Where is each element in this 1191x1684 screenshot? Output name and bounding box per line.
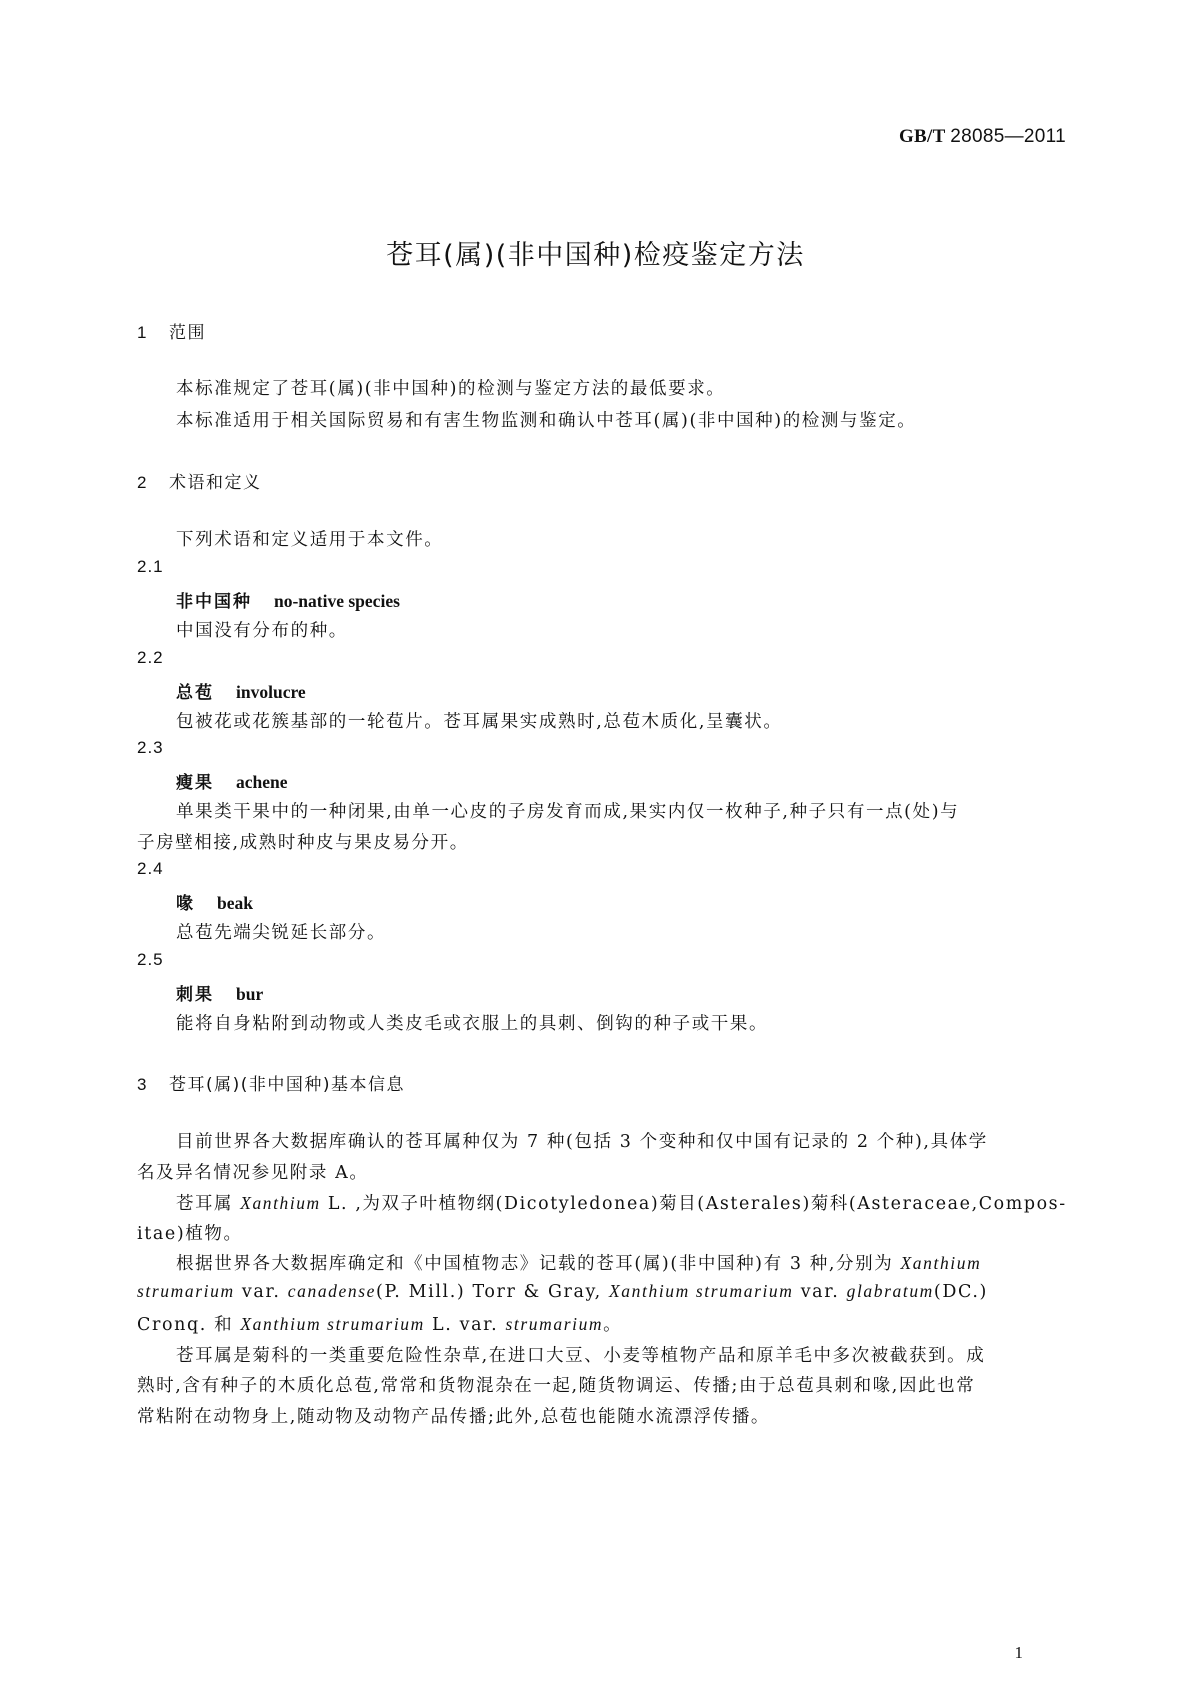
term-definition: 单果类干果中的一种闭果,由单一心皮的子房发育而成,果实内仅一枚种子,种子只有一点(处)与 bbox=[176, 802, 960, 822]
section-title: 术语和定义 bbox=[169, 473, 262, 493]
paragraph: 本标准适用于相关国际贸易和有害生物监测和确认中苍耳(属)(非中国种)的检测与鉴定。 bbox=[176, 411, 917, 431]
term-en: no-native species bbox=[274, 591, 400, 611]
standard-prefix: GB/T bbox=[898, 126, 946, 147]
clause-number: 2.3 bbox=[137, 738, 164, 757]
clause-number: 2.2 bbox=[137, 648, 164, 667]
section-title: 范围 bbox=[169, 323, 206, 343]
text: L. var. bbox=[424, 1315, 506, 1335]
species-name: Xanthium strumarium bbox=[609, 1281, 794, 1301]
paragraph bbox=[137, 1311, 622, 1336]
term-zh: 非中国种 bbox=[176, 592, 252, 612]
paragraph: 下列术语和定义适用于本文件。 bbox=[176, 530, 444, 550]
species-name: Xanthium strumarium bbox=[240, 1314, 425, 1334]
section-1-heading bbox=[137, 318, 206, 343]
paragraph bbox=[176, 1250, 981, 1275]
text: var. bbox=[793, 1282, 847, 1302]
term-definition: 包被花或花簇基部的一轮苞片。苍耳属果实成熟时,总苞木质化,呈囊状。 bbox=[176, 712, 783, 732]
page-number: 1 bbox=[1014, 1643, 1023, 1662]
term-entry bbox=[176, 980, 263, 1005]
paragraph: 名及异名情况参见附录 A。 bbox=[137, 1163, 369, 1183]
variety-name: glabratum bbox=[846, 1281, 934, 1301]
standard-code bbox=[899, 126, 1066, 148]
section-3-heading bbox=[137, 1070, 405, 1095]
paragraph: 本标准规定了苍耳(属)(非中国种)的检测与鉴定方法的最低要求。 bbox=[176, 379, 726, 399]
term-zh: 瘦果 bbox=[176, 773, 214, 793]
term-en: bur bbox=[236, 984, 264, 1004]
standard-number: 28085—2011 bbox=[950, 126, 1066, 147]
term-en: involucre bbox=[236, 682, 306, 702]
section-title: 苍耳(属)(非中国种)基本信息 bbox=[169, 1075, 406, 1095]
genus-name: Xanthium bbox=[900, 1253, 982, 1273]
genus-name: Xanthium bbox=[240, 1193, 321, 1213]
paragraph: itae)植物。 bbox=[137, 1224, 243, 1244]
term-entry bbox=[176, 768, 288, 793]
term-en: achene bbox=[236, 772, 288, 792]
paragraph: 常粘附在动物身上,随动物及动物产品传播;此外,总苞也能随水流漂浮传播。 bbox=[137, 1407, 771, 1427]
text: 苍耳属 bbox=[176, 1194, 241, 1214]
text: (P. Mill.) Torr & Gray, bbox=[376, 1282, 610, 1302]
term-entry bbox=[176, 587, 400, 612]
section-number: 1 bbox=[137, 323, 148, 342]
text: 。 bbox=[603, 1315, 623, 1335]
species-name: strumarium bbox=[137, 1281, 235, 1301]
text: Cronq. 和 bbox=[137, 1315, 241, 1335]
document-title: 苍耳(属)(非中国种)检疫鉴定方法 bbox=[386, 240, 805, 271]
term-definition: 总苞先端尖锐延长部分。 bbox=[176, 923, 387, 943]
paragraph bbox=[176, 1190, 1067, 1215]
paragraph: 熟时,含有种子的木质化总苞,常常和货物混杂在一起,随货物调运、传播;由于总苞具刺和喙,因此也常 bbox=[137, 1376, 976, 1396]
term-entry bbox=[176, 889, 253, 914]
clause-number: 2.1 bbox=[137, 557, 164, 576]
term-en: beak bbox=[217, 893, 253, 913]
term-entry bbox=[176, 678, 306, 703]
variety-name: canadense bbox=[287, 1281, 377, 1301]
paragraph: 苍耳属是菊科的一类重要危险性杂草,在进口大豆、小麦等植物产品和原羊毛中多次被截获到。成 bbox=[176, 1346, 986, 1366]
section-number: 3 bbox=[137, 1075, 148, 1094]
term-definition: 中国没有分布的种。 bbox=[176, 621, 348, 641]
clause-number: 2.5 bbox=[137, 950, 164, 969]
paragraph bbox=[137, 1281, 988, 1302]
text: (DC.) bbox=[933, 1282, 988, 1302]
paragraph: 目前世界各大数据库确认的苍耳属种仅为 7 种(包括 3 个变种和仅中国有记录的 2 个种),具体学 bbox=[176, 1132, 988, 1152]
term-zh: 喙 bbox=[176, 894, 195, 914]
section-2-heading bbox=[137, 468, 262, 493]
text: L. ,为双子叶植物纲(Dicotyledonea)菊目(Asterales)菊科(Asteraceae,Compos- bbox=[320, 1194, 1067, 1214]
clause-number: 2.4 bbox=[137, 859, 164, 878]
term-definition: 子房壁相接,成熟时种皮与果皮易分开。 bbox=[137, 833, 469, 853]
text: 根据世界各大数据库确定和《中国植物志》记载的苍耳(属)(非中国种)有 3 种,分别为 bbox=[176, 1254, 901, 1274]
section-number: 2 bbox=[137, 473, 148, 492]
variety-name: strumarium bbox=[505, 1314, 604, 1334]
text: var. bbox=[234, 1282, 288, 1302]
term-definition: 能将自身粘附到动物或人类皮毛或衣服上的具刺、倒钩的种子或干果。 bbox=[176, 1014, 769, 1034]
term-zh: 总苞 bbox=[176, 683, 214, 703]
term-zh: 刺果 bbox=[176, 985, 214, 1005]
